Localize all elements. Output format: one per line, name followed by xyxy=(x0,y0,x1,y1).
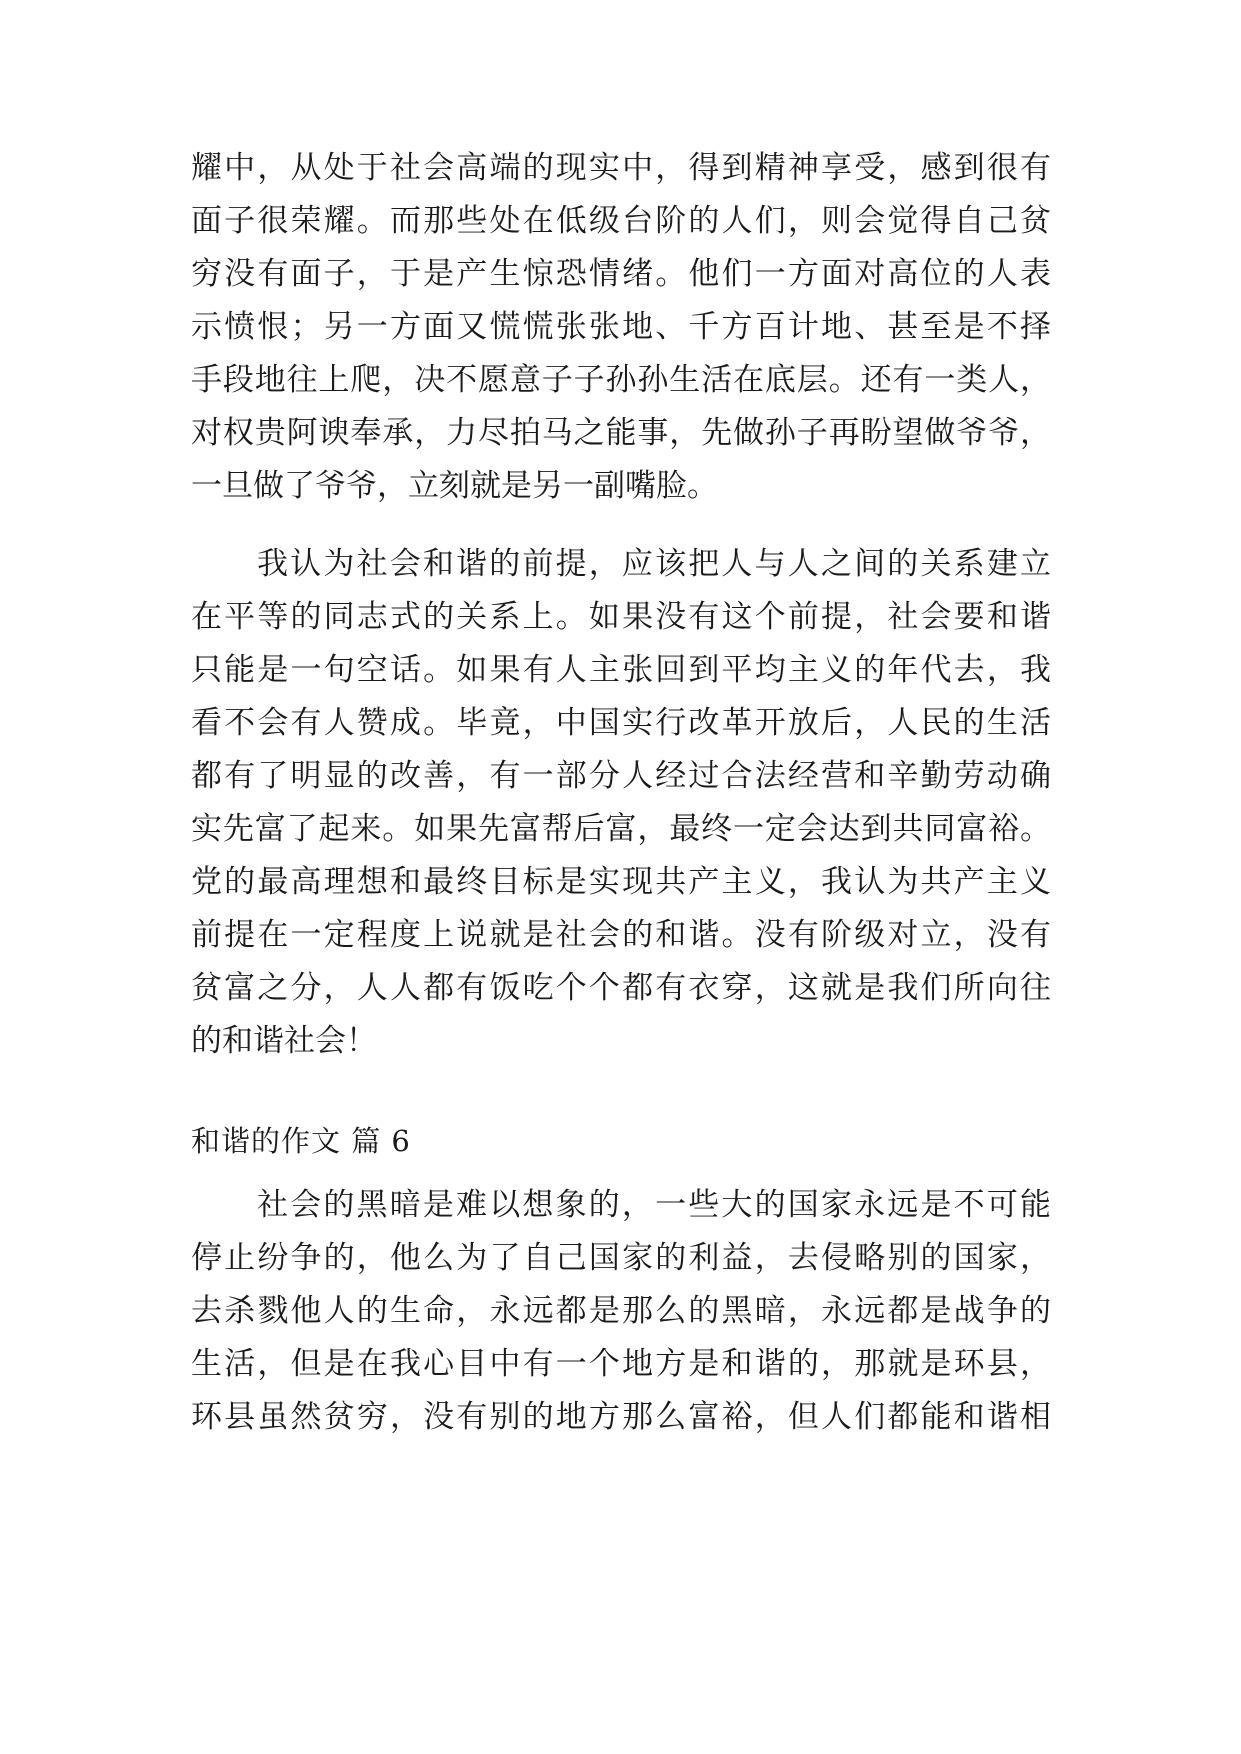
text-line: 在平等的同志式的关系上。如果没有这个前提，社会要和谐 xyxy=(191,599,1051,635)
section-heading: 和谐的作文 篇 6 xyxy=(191,1124,411,1158)
text-line: 我认为社会和谐的前提，应该把人与人之间的关系建立 xyxy=(257,546,1051,582)
text-line: 一旦做了爷爷，立刻就是另一副嘴脸。 xyxy=(191,468,718,504)
text-line: 社会的黑暗是难以想象的，一些大的国家永远是不可能 xyxy=(257,1187,1051,1223)
text-line: 手段地往上爬，决不愿意子子孙孙生活在底层。还有一类人， xyxy=(191,362,1051,398)
text-line: 的和谐社会！ xyxy=(191,1023,377,1059)
text-line: 去杀戮他人的生命，永远都是那么的黑暗，永远都是战争的 xyxy=(191,1293,1051,1329)
text-line: 实先富了起来。如果先富帮后富，最终一定会达到共同富裕。 xyxy=(191,811,1051,847)
text-line: 党的最高理想和最终目标是实现共产主义，我认为共产主义 xyxy=(191,864,1051,900)
text-line: 生活，但是在我心目中有一个地方是和谐的，那就是环县， xyxy=(191,1346,1051,1382)
text-line: 前提在一定程度上说就是社会的和谐。没有阶级对立，没有 xyxy=(191,917,1051,953)
text-line: 穷没有面子，于是产生惊恐情绪。他们一方面对高位的人表 xyxy=(191,256,1051,292)
text-line: 贫富之分，人人都有饭吃个个都有衣穿，这就是我们所向往 xyxy=(191,970,1051,1006)
text-line: 对权贵阿谀奉承，力尽拍马之能事，先做孙子再盼望做爷爷， xyxy=(191,415,1051,451)
text-line: 停止纷争的，他么为了自己国家的利益，去侵略别的国家， xyxy=(191,1240,1051,1276)
text-line: 看不会有人赞成。毕竟，中国实行改革开放后，人民的生活 xyxy=(191,705,1051,741)
text-line: 耀中，从处于社会高端的现实中，得到精神享受，感到很有 xyxy=(191,150,1051,186)
text-line: 都有了明显的改善，有一部分人经过合法经营和辛勤劳动确 xyxy=(191,758,1051,794)
text-line: 只能是一句空话。如果有人主张回到平均主义的年代去，我 xyxy=(191,652,1051,688)
text-line: 示愤恨；另一方面又慌慌张张地、千方百计地、甚至是不择 xyxy=(191,309,1051,345)
text-line: 面子很荣耀。而那些处在低级台阶的人们，则会觉得自己贫 xyxy=(191,203,1051,239)
text-line: 环县虽然贫穷，没有别的地方那么富裕，但人们都能和谐相 xyxy=(191,1399,1051,1435)
